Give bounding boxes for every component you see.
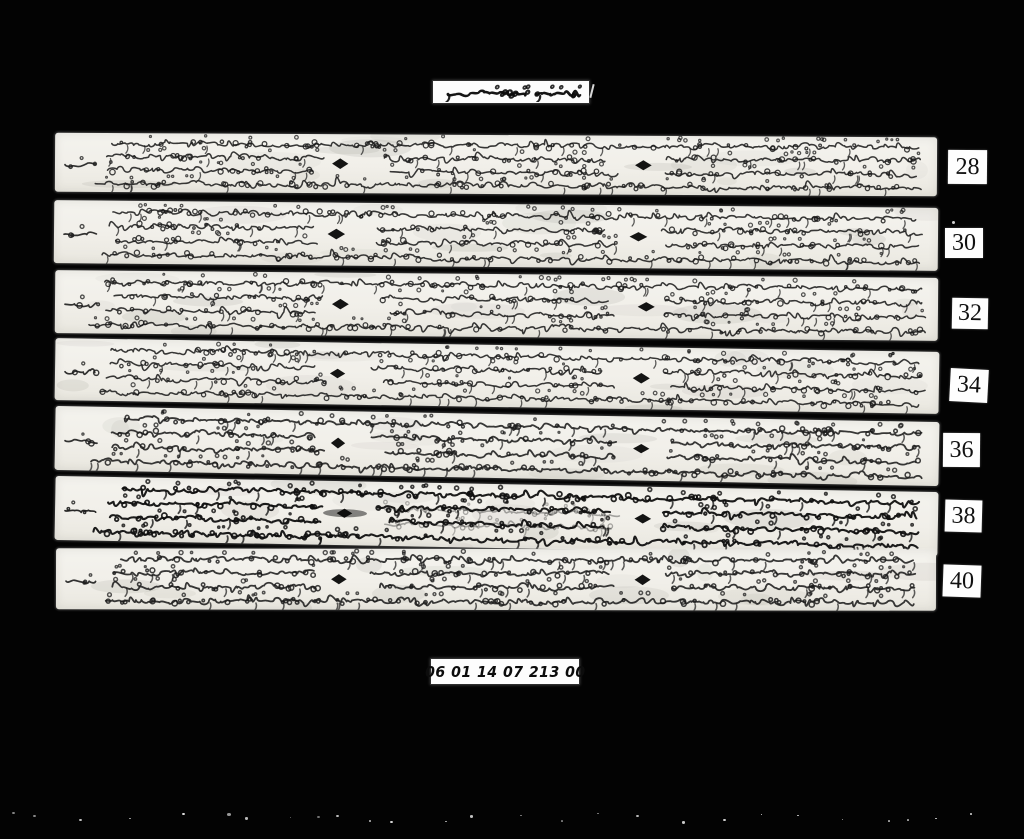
dust-speck [12,812,15,814]
page-number-tag [948,150,987,184]
catalog-number: 06 01 14 07 213 00 [424,662,586,681]
page-number: 38 [951,502,976,529]
manuscript-script [54,476,938,556]
manuscript-script [55,133,937,197]
dust-speck [935,818,937,819]
dust-speck [445,821,447,822]
manuscript-script [55,338,940,414]
dust-speck [79,819,82,821]
dust-speck [129,818,131,819]
catalog-number-card [424,658,586,685]
title-label-card [432,80,590,104]
page-number-tag [945,500,983,533]
dust-speck [636,815,639,817]
film-scratch-mark [589,84,594,98]
page-number-tag [943,433,980,467]
dust-speck [245,817,248,820]
dust-speck [290,817,291,818]
dust-speck [888,820,890,822]
dust-speck [390,821,393,823]
manuscript-script [54,406,939,486]
lao-title-script [434,82,588,102]
dust-speck [33,815,36,817]
palm-leaf [55,338,940,414]
page-number: 32 [957,299,983,327]
dust-speck [470,815,473,818]
palm-leaf [56,548,936,611]
dust-speck [182,813,185,815]
page-number-tag [945,228,983,258]
manuscript-script [55,270,939,341]
page-number: 34 [956,371,982,399]
dust-speck [369,820,371,822]
dust-speck [336,815,339,817]
dust-speck [907,819,909,821]
dust-speck [723,819,726,821]
dust-speck [317,816,320,818]
page-number-tag [949,368,989,403]
palm-leaf [55,133,937,197]
dust-speck [597,813,599,814]
page-number: 30 [952,229,976,256]
dust-speck [797,815,799,816]
page-number-tag [942,564,981,597]
dust-speck [227,813,231,816]
page-number-tag [952,298,989,330]
dust-speck [561,820,563,822]
dust-speck [761,814,762,815]
manuscript-script [54,200,939,271]
palm-leaf [54,406,939,486]
page-number: 36 [949,436,974,463]
palm-leaf [55,270,939,341]
palm-leaf [54,476,938,556]
palm-leaf [54,200,939,271]
page-number: 40 [949,567,975,594]
page-number: 28 [955,153,980,180]
dust-speck [842,819,843,820]
dust-speck [682,821,685,824]
dust-speck [520,815,522,816]
dust-speck [970,813,972,815]
manuscript-script [56,548,936,611]
dust-speck [952,221,955,224]
